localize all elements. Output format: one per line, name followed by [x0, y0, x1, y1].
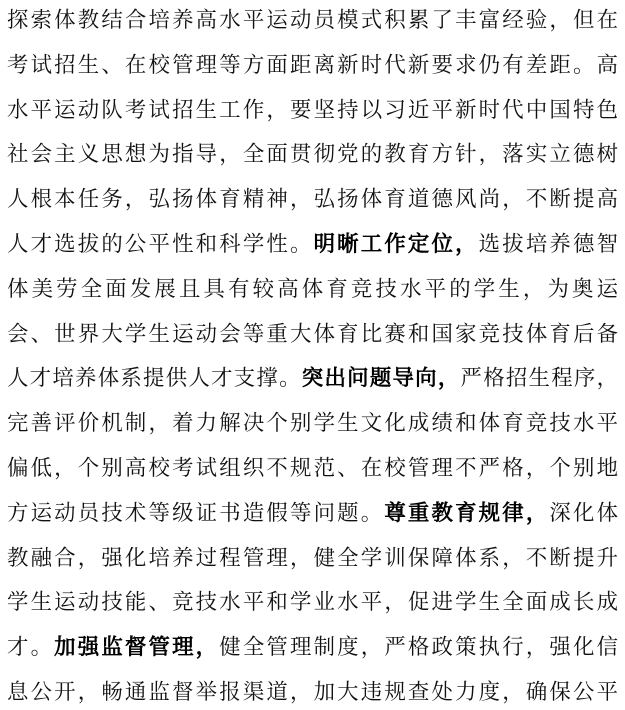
text-line [7, 223, 618, 268]
text-run: 人根本任务，弘扬体育精神，弘扬体育道德风尚，不断提高 [7, 187, 618, 213]
text-run: 探索体教结合培养高水平运动员模式积累了丰富经验，但在 [7, 8, 618, 33]
text-run: 教融合，强化培养过程管理，健全学训保障体系，不断提升 [7, 545, 618, 571]
text-run: 体美劳全面发展且具有较高体育竞技水平的学生，为奥运 [7, 276, 618, 302]
bold-heading: 加强监督管理， [54, 635, 220, 661]
text-run: 考试招生、在校管理等方面距离新时代新要求仍有差距。高 [7, 52, 618, 78]
text-run: 会、世界大学生运动会等重大体育比赛和国家竞技体育后备 [7, 321, 618, 347]
text-run: 人才选拔的公平性和科学性。 [7, 231, 314, 257]
bold-heading: 明晰工作定位， [313, 231, 479, 257]
text-run: 严格招生程序， [460, 366, 618, 392]
text-run: 偏低，个别高校考试组织不规范、在校管理不严格，个别地 [7, 455, 618, 481]
text-line [7, 447, 618, 492]
text-line [7, 357, 618, 402]
text-line [7, 268, 618, 313]
text-line [7, 537, 618, 582]
text-run: 水平运动队考试招生工作，要坚持以习近平新时代中国特色 [7, 97, 618, 123]
text-line [7, 178, 618, 223]
text-line [7, 671, 618, 710]
bold-heading: 突出问题导向， [301, 366, 461, 392]
text-run: 才。 [7, 635, 55, 661]
body-text [7, 0, 618, 710]
text-line [7, 581, 618, 626]
text-run: 息公开，畅通监督举报渠道，加大违规查处力度，确保公平 [7, 679, 618, 705]
text-line [7, 89, 618, 134]
bold-heading: 尊重教育规律， [384, 500, 550, 526]
text-run: 社会主义思想为指导，全面贯彻党的教育方针，落实立德树 [7, 142, 618, 168]
text-line [7, 44, 618, 89]
text-run: 人才培养体系提供人才支撑。 [7, 366, 302, 392]
text-line [7, 313, 618, 358]
text-run: 学生运动技能、竞技水平和学业水平，促进学生全面成长成 [7, 590, 618, 616]
text-line [7, 626, 618, 671]
text-run: 选拔培养德智 [478, 231, 618, 257]
text-line [7, 492, 618, 537]
text-line [7, 402, 618, 447]
text-run: 方运动员技术等级证书造假等问题。 [7, 500, 385, 526]
text-run: 深化体 [549, 500, 618, 526]
text-run: 健全管理制度，严格政策执行，强化信 [219, 635, 618, 661]
text-line [7, 133, 618, 178]
text-line [7, 0, 618, 44]
text-run: 完善评价机制，着力解决个别学生文化成绩和体育竞技水平 [7, 411, 618, 437]
